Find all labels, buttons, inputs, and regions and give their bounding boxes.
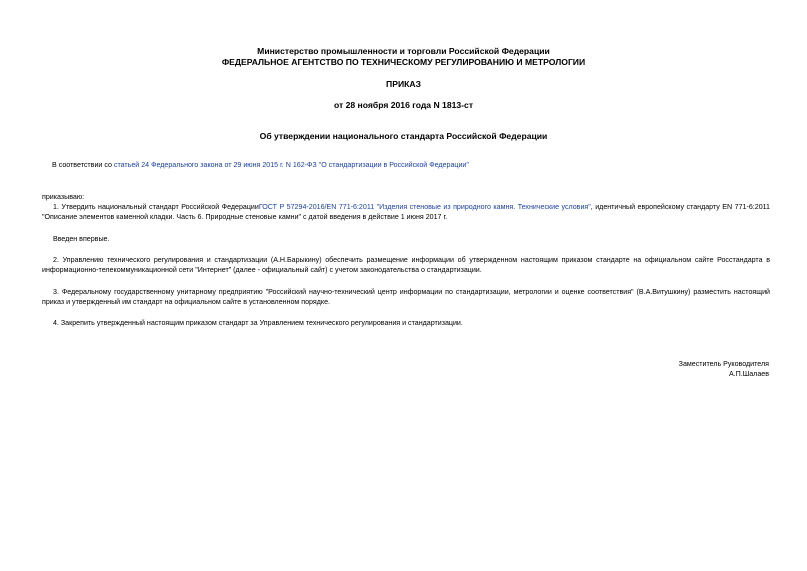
- item-1-before: 1. Утвердить национальный стандарт Российской Федерации: [53, 203, 259, 211]
- item-1-after: , идентичный европейскому стандарту EN 771-6:2011 "Описание элементов каменной кладки. Часть 6. Природные стеновые камни" с датой введения в действие 1 июня 2017 г.: [42, 203, 770, 221]
- document-date-number: от 28 ноября 2016 года N 1813-ст: [333, 100, 474, 110]
- order-word: приказываю:: [42, 193, 85, 201]
- introduced-note: Введен впервые.: [53, 235, 110, 243]
- item-1: [42, 202, 770, 222]
- preamble: [52, 160, 772, 170]
- signature-title: Заместитель Руководителя: [678, 360, 769, 368]
- item-2: 2. Управлению технического регулирования и стандартизации (А.Н.Барыкину) обеспечить размещение информации об утвержденном настоящим приказом стандарте на официальном сайте Росстандарта в информационно-телекоммуникационной сети "Интернет" (далее - официальный сайт) с учетом законодательства о стандартизации.: [42, 256, 770, 274]
- gost-standard-link[interactable]: ГОСТ Р 57294-2016/EN 771-6:2011 "Изделия стеновые из природного камня. Технические условия": [258, 203, 591, 211]
- item-4: 4. Закрепить утвержденный настоящим приказом стандарт за Управлением технического регулирования и стандартизации.: [53, 319, 463, 327]
- signature-name: А.П.Шалаев: [728, 370, 769, 378]
- agency-title: ФЕДЕРАЛЬНОЕ АГЕНТСТВО ПО ТЕХНИЧЕСКОМУ РЕГУЛИРОВАНИЮ И МЕТРОЛОГИИ: [221, 57, 586, 67]
- law-article-link[interactable]: статьей 24 Федерального закона от 29 июня 2015 г. N 162-ФЗ "О стандартизации в Российской Федерации": [113, 161, 469, 169]
- document-subject: Об утверждении национального стандарта Российской Федерации: [259, 131, 548, 141]
- document-type: ПРИКАЗ: [386, 79, 421, 89]
- item-3: 3. Федеральному государственному унитарному предприятию "Российский научно-технический центр информации по стандартизации, метрологии и оценке соответствия" (В.А.Витушкину) разместить настоящий приказ и утвержденный им стандарт на официальном сайте в установленном порядке.: [42, 288, 770, 306]
- preamble-prefix: В соответствии со: [52, 161, 114, 169]
- ministry-title: Министерство промышленности и торговли Российской Федерации: [257, 46, 550, 56]
